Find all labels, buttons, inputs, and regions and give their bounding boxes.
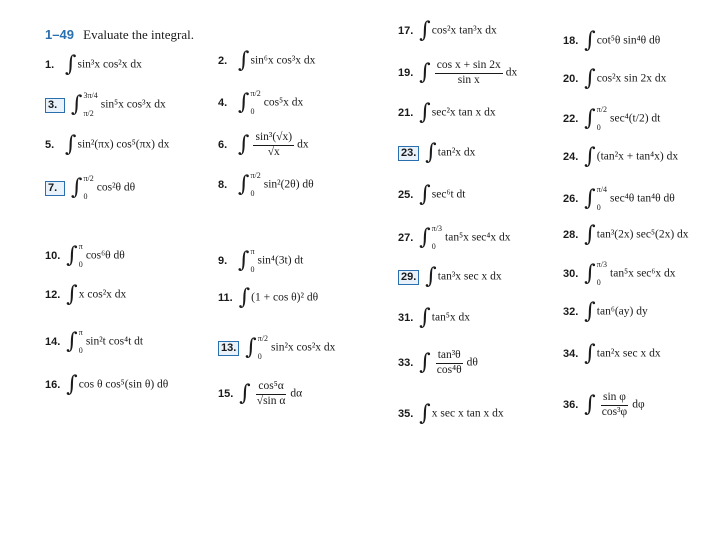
integrand: cos²x sin 2x dx [596, 72, 667, 85]
fraction-numerator: sin³(√x) [253, 132, 294, 146]
lower-limit: 0 [596, 203, 601, 212]
integrand: x cos²x dx [78, 288, 127, 301]
integral-expression [71, 92, 166, 118]
problem-item [563, 224, 689, 246]
upper-limit: π/2 [250, 89, 261, 98]
problem-item [45, 134, 169, 156]
problem-item [218, 50, 315, 72]
integral-sign-icon: ∫ [238, 90, 250, 115]
problem-item [218, 248, 303, 274]
fraction [435, 60, 503, 86]
problem-number: 21. [398, 106, 414, 119]
lower-limit: 0 [250, 265, 255, 274]
integral-expression [238, 50, 315, 72]
integrand: tan³x sec x dx [437, 270, 502, 283]
integral-expression [419, 225, 510, 251]
integrand: cos⁶θ dθ [85, 249, 125, 262]
fraction [600, 392, 629, 418]
integral-expression [419, 102, 495, 124]
problem-item [218, 381, 302, 407]
problem-item [398, 403, 504, 425]
integral-expression [419, 403, 503, 425]
integral-expression [419, 60, 517, 86]
problem-item [563, 301, 648, 323]
fraction-numerator: cos x + sin 2x [435, 60, 503, 74]
problem-number-highlighted: 29. [398, 270, 419, 285]
problem-item [45, 54, 142, 76]
problem-number: 27. [398, 231, 414, 244]
problem-item [563, 343, 661, 365]
problem-number: 22. [563, 112, 579, 125]
integral-limits [597, 106, 607, 132]
integrand: cot⁵θ sin⁴θ dθ [596, 34, 661, 47]
integrand: (1 + cos θ)² dθ [251, 291, 319, 304]
fraction-denominator: sin x [457, 73, 480, 86]
problem-number: 14. [45, 335, 61, 348]
fraction-numerator: cos⁵α [256, 381, 285, 395]
integral-expression [584, 301, 647, 323]
fraction [435, 350, 464, 376]
integral-expression [584, 68, 666, 90]
integral-limits [250, 90, 260, 116]
integral-expression [419, 20, 497, 42]
upper-limit: π/2 [257, 334, 269, 343]
problem-item [45, 92, 166, 118]
integral-expression [584, 146, 678, 168]
problem-number: 19. [398, 66, 414, 79]
integral-expression [66, 243, 125, 269]
fraction-denominator: √x [267, 145, 280, 158]
lower-limit: 0 [257, 352, 262, 361]
integral-expression [419, 184, 465, 206]
integral-expression [65, 134, 169, 156]
problem-number: 34. [563, 347, 579, 360]
integral-sign-icon: ∫ [419, 60, 431, 85]
problem-number: 17. [398, 24, 414, 37]
integral-sign-icon: ∫ [419, 225, 431, 250]
problem-item [218, 172, 314, 198]
fraction [255, 381, 288, 407]
integral-sign-icon: ∫ [419, 401, 431, 426]
problem-number: 15. [218, 387, 234, 400]
problem-item [398, 142, 475, 164]
integrand: cos²x tan³x dx [431, 24, 497, 37]
integral-sign-icon: ∫ [66, 372, 78, 397]
integral-expression [419, 350, 478, 376]
problem-item [218, 132, 309, 158]
integral-expression [245, 335, 335, 361]
exercise-instruction: Evaluate the integral. [83, 27, 194, 42]
problem-number: 30. [563, 267, 579, 280]
integral-sign-icon: ∫ [238, 285, 251, 310]
lower-limit: 0 [78, 260, 83, 269]
problem-number: 31. [398, 311, 414, 324]
problem-item [398, 20, 497, 42]
problem-item [563, 392, 645, 418]
integral-expression [71, 175, 135, 201]
problem-item [45, 329, 143, 355]
integral-expression [419, 307, 470, 329]
integrand: sec⁴θ tan⁴θ dθ [610, 192, 675, 205]
lower-limit: 0 [250, 107, 255, 116]
integral-sign-icon: ∫ [584, 144, 596, 169]
integral-expression [239, 381, 302, 407]
integral-sign-icon: ∫ [419, 18, 431, 43]
problem-number: 4. [218, 96, 228, 109]
lower-limit: 0 [250, 189, 255, 198]
integral-sign-icon: ∫ [238, 172, 250, 197]
fraction-denominator: √sin α [256, 394, 286, 407]
integral-sign-icon: ∫ [419, 100, 431, 125]
integrand: sin²(2θ) dθ [263, 178, 314, 191]
problem-item [563, 30, 660, 52]
integrand: sec⁶t dt [431, 188, 466, 201]
lower-limit: 0 [83, 192, 88, 201]
problem-item [563, 261, 676, 287]
integrand: tan⁶(ay) dy [596, 305, 648, 318]
problem-item [398, 307, 470, 329]
integrand: sec⁴(t/2) dt [610, 112, 661, 125]
problem-item [563, 106, 660, 132]
problem-number: 32. [563, 305, 579, 318]
problem-number: 1. [45, 58, 55, 71]
integrand: sin²t cos⁴t dt [85, 335, 144, 348]
upper-limit: π/2 [83, 174, 94, 183]
problem-number: 28. [563, 228, 579, 241]
integral-sign-icon: ∫ [65, 132, 77, 157]
problem-number: 26. [563, 192, 579, 205]
differential: dx [505, 66, 518, 79]
problem-number: 18. [563, 34, 579, 47]
fraction-numerator: sin φ [601, 392, 628, 406]
integrand: sec²x tan x dx [431, 106, 496, 119]
integrand: (tan²x + tan⁴x) dx [596, 150, 679, 163]
integral-expression [425, 142, 475, 164]
problem-number: 24. [563, 150, 579, 163]
integral-limits [83, 175, 93, 201]
problem-number: 5. [45, 138, 55, 151]
integral-expression [584, 30, 660, 52]
integral-limits [258, 335, 268, 361]
integral-sign-icon: ∫ [65, 52, 77, 77]
upper-limit: π [250, 247, 255, 256]
problem-item [563, 186, 675, 212]
integral-limits [597, 186, 607, 212]
integral-sign-icon: ∫ [238, 132, 250, 157]
differential: dφ [632, 398, 645, 411]
upper-limit: π/2 [250, 171, 261, 180]
integral-sign-icon: ∫ [584, 299, 596, 324]
problem-item [398, 225, 511, 251]
integrand: tan²x sec x dx [596, 347, 661, 360]
integral-sign-icon: ∫ [425, 264, 437, 289]
integrand: sin²x cos²x dx [271, 341, 336, 354]
integral-sign-icon: ∫ [584, 392, 596, 417]
upper-limit: π/3 [431, 224, 443, 233]
differential: dx [297, 138, 309, 151]
integrand: cos⁵x dx [263, 96, 304, 109]
problem-number: 6. [218, 138, 228, 151]
integrand: tan⁵x sec⁶x dx [610, 267, 676, 280]
upper-limit: π/4 [596, 185, 608, 194]
integral-sign-icon: ∫ [66, 329, 78, 354]
integral-expression [238, 172, 314, 198]
lower-limit: π/2 [83, 109, 94, 118]
integrand: sin⁵x cos³x dx [100, 98, 166, 111]
problem-number: 33. [398, 356, 414, 369]
problem-item [563, 68, 666, 90]
integral-limits [79, 243, 83, 269]
integral-sign-icon: ∫ [245, 335, 257, 360]
integrand: tan³(2x) sec⁵(2x) dx [596, 228, 689, 241]
problem-item [398, 184, 465, 206]
problem-number: 11. [218, 291, 233, 304]
integral-sign-icon: ∫ [584, 66, 596, 91]
problem-item [45, 243, 125, 269]
fraction [253, 132, 294, 158]
integral-sign-icon: ∫ [71, 92, 83, 117]
problem-item [398, 102, 496, 124]
integral-sign-icon: ∫ [584, 106, 596, 131]
problem-item [398, 266, 502, 288]
integrand: sin²(πx) cos⁵(πx) dx [77, 138, 170, 151]
integral-sign-icon: ∫ [419, 350, 431, 375]
problem-number: 20. [563, 72, 579, 85]
problem-number: 35. [398, 407, 414, 420]
problem-number: 25. [398, 188, 414, 201]
integral-expression [584, 392, 644, 418]
problem-item [45, 175, 135, 201]
integrand: tan⁵x dx [431, 311, 470, 324]
integral-expression [584, 343, 660, 365]
problem-item [218, 90, 303, 116]
problem-number-highlighted: 7. [45, 181, 65, 196]
integral-expression [584, 224, 688, 246]
problem-number-highlighted: 13. [218, 341, 239, 356]
integral-expression [65, 54, 142, 76]
integrand: cos θ cos⁵(sin θ) dθ [78, 378, 169, 391]
integral-limits [597, 261, 607, 287]
integrand: x sec x tan x dx [431, 407, 504, 420]
problem-number: 10. [45, 249, 61, 262]
integral-sign-icon: ∫ [584, 186, 596, 211]
integral-limits [79, 329, 83, 355]
problem-item [218, 287, 318, 309]
integral-limits [250, 172, 260, 198]
integral-sign-icon: ∫ [584, 261, 596, 286]
problem-item [398, 350, 478, 376]
problem-item [218, 335, 335, 361]
problem-item [563, 146, 678, 168]
integral-limits [432, 225, 442, 251]
lower-limit: 0 [596, 278, 601, 287]
upper-limit: π/3 [596, 260, 608, 269]
integral-sign-icon: ∫ [425, 140, 437, 165]
upper-limit: π [78, 242, 83, 251]
upper-limit: π/2 [596, 105, 608, 114]
problem-item [45, 374, 168, 396]
problem-item [45, 284, 126, 306]
integral-expression [239, 287, 318, 309]
integral-expression [66, 374, 168, 396]
integral-limits [83, 92, 97, 118]
fraction-numerator: tan³θ [436, 350, 463, 364]
integral-sign-icon: ∫ [238, 48, 250, 73]
integral-expression [584, 106, 660, 132]
exercise-header [45, 27, 194, 43]
integral-expression [238, 90, 303, 116]
integral-limits [250, 248, 254, 274]
exercise-range: 1–49 [45, 27, 74, 42]
problem-number: 8. [218, 178, 228, 191]
differential: dα [290, 387, 303, 400]
problem-number-highlighted: 23. [398, 146, 419, 161]
integral-expression [238, 248, 303, 274]
integral-expression [66, 284, 126, 306]
integral-sign-icon: ∫ [71, 175, 83, 200]
upper-limit: 3π/4 [83, 91, 98, 100]
integral-sign-icon: ∫ [584, 222, 596, 247]
lower-limit: 0 [596, 123, 601, 132]
integral-sign-icon: ∫ [66, 243, 78, 268]
fraction-denominator: cos⁴θ [436, 363, 462, 376]
integral-sign-icon: ∫ [584, 28, 596, 53]
problem-number: 36. [563, 398, 579, 411]
integrand: sin⁴(3t) dt [257, 254, 304, 267]
integral-sign-icon: ∫ [419, 305, 431, 330]
integral-sign-icon: ∫ [66, 282, 78, 307]
integral-expression [238, 132, 309, 158]
integral-expression [584, 186, 675, 212]
problem-number: 9. [218, 254, 228, 267]
problem-item [398, 60, 517, 86]
differential: dθ [466, 356, 478, 369]
integrand: cos²θ dθ [96, 181, 136, 194]
integrand: sin³x cos²x dx [77, 58, 142, 71]
upper-limit: π [78, 328, 83, 337]
integrand: tan⁵x sec⁴x dx [445, 231, 511, 244]
fraction-denominator: cos³φ [601, 405, 628, 418]
integrand: tan²x dx [437, 146, 476, 159]
lower-limit: 0 [78, 346, 83, 355]
integral-sign-icon: ∫ [238, 248, 250, 273]
integrand: sin⁶x cos³x dx [250, 54, 316, 67]
integral-sign-icon: ∫ [419, 182, 431, 207]
problem-number: 12. [45, 288, 61, 301]
problem-number: 2. [218, 54, 228, 67]
integral-sign-icon: ∫ [584, 341, 596, 366]
integral-expression [66, 329, 143, 355]
integral-sign-icon: ∫ [239, 381, 251, 406]
problem-number: 16. [45, 378, 61, 391]
integral-expression [425, 266, 501, 288]
problem-number-highlighted: 3. [45, 98, 65, 113]
lower-limit: 0 [431, 242, 436, 251]
integral-expression [584, 261, 675, 287]
